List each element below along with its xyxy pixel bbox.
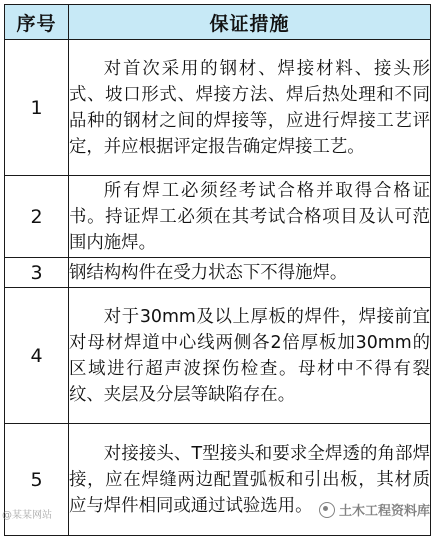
table-row	[5, 176, 431, 258]
source-watermark: @某某网站	[2, 510, 52, 521]
brand-watermark	[319, 500, 430, 519]
row-measure-text: 对于30mm及以上厚板的焊件，焊接前宜对母材焊道中心线两侧各2倍厚板加30mm的区域进行超声波探伤检查。母材中不得有裂纹、夹层及分层等缺陷存在。	[69, 288, 431, 424]
table-row	[5, 258, 431, 288]
row-measure-text: 所有焊工必须经考试合格并取得合格证书。持证焊工必须在其考试合格项目及认可范围内施焊。	[69, 176, 431, 258]
row-measure-text: 钢结构构件在受力状态下不得施焊。	[69, 258, 431, 288]
header-guarantee-measures: 保证措施	[69, 5, 431, 40]
row-number: 3	[5, 258, 69, 288]
header-serial-number: 序号	[5, 5, 69, 40]
row-number: 4	[5, 288, 69, 424]
row-number: 5	[5, 424, 69, 536]
row-number: 2	[5, 176, 69, 258]
row-measure-text: 对接接头、T型接头和要求全焊透的角部焊接，应在焊缝两边配置弧板和引出板，其材质应与焊件相同或通过试验选用。	[69, 424, 431, 536]
welding-measures-table	[4, 4, 431, 536]
wechat-logo-icon	[319, 502, 335, 518]
table-row	[5, 288, 431, 424]
row-number: 1	[5, 40, 69, 176]
brand-watermark-text: 土木工程资料库	[338, 504, 430, 519]
row-measure-text: 对首次采用的钢材、焊接材料、接头形式、坡口形式、焊接方法、焊后热处理和不同品种的钢材之间的焊接等，应进行焊接工艺评定，并应根据评定报告确定焊接工艺。	[69, 40, 431, 176]
table-row	[5, 40, 431, 176]
table-header-row	[5, 5, 431, 40]
